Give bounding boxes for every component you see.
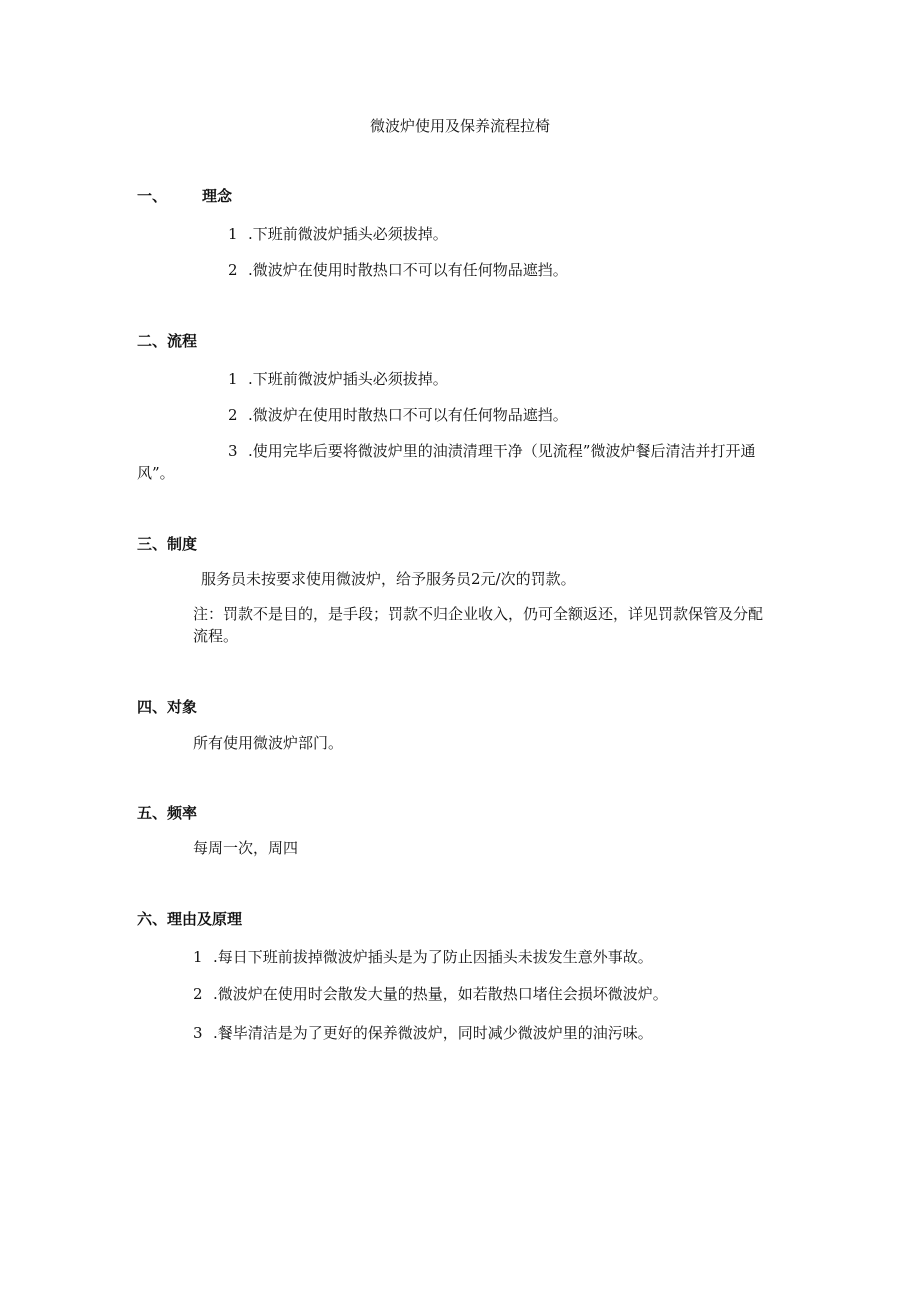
frequency-text: 每周一次，周四: [193, 839, 299, 857]
target-text: 所有使用微波炉部门。: [193, 734, 344, 752]
list-item: [228, 259, 568, 280]
policy-note-continuation: 流程。: [193, 627, 239, 645]
section-label: 制度: [167, 535, 198, 553]
item-number: 1: [193, 948, 203, 966]
section-heading-philosophy: [137, 185, 232, 206]
list-item: [193, 946, 653, 967]
item-number: 2: [228, 261, 238, 279]
document-title: 微波炉使用及保养流程拉椅: [369, 117, 550, 135]
item-text: .下班前微波炉插头必须拔掉。: [248, 370, 448, 388]
section-number: 四、: [137, 698, 168, 716]
section-heading-process: [137, 330, 197, 351]
item-text: .下班前微波炉插头必须拔掉。: [248, 225, 448, 243]
list-item: [193, 1022, 653, 1043]
list-item-continuation: 风”。: [137, 464, 175, 482]
item-number: 1: [228, 225, 238, 243]
item-number: 1: [228, 370, 238, 388]
policy-note: 注：罚款不是目的，是手段；罚款不归企业收入，仍可全额返还，详见罚款保管及分配: [193, 605, 764, 623]
list-item: [228, 440, 755, 461]
section-heading-target: [137, 696, 197, 717]
section-label: 频率: [167, 804, 198, 822]
item-number: 3: [228, 442, 238, 460]
list-item: [193, 983, 668, 1004]
section-label: 理念: [202, 187, 233, 205]
list-item: [228, 368, 448, 389]
section-heading-frequency: [137, 802, 197, 823]
section-number: 五、: [137, 804, 168, 822]
list-item: [228, 404, 568, 425]
section-label: 对象: [167, 698, 198, 716]
section-label: 流程: [167, 332, 198, 350]
section-label: 理由及原理: [167, 910, 243, 928]
section-number: 二、: [137, 332, 168, 350]
section-number: 一、: [137, 187, 168, 205]
item-text: .使用完毕后要将微波炉里的油渍清理干净（见流程”微波炉餐后清洁并打开通: [248, 442, 756, 460]
item-text: .微波炉在使用时散热口不可以有任何物品遮挡。: [248, 406, 568, 424]
section-number: 三、: [137, 535, 168, 553]
list-item: [228, 223, 448, 244]
item-text: .微波炉在使用时散热口不可以有任何物品遮挡。: [248, 261, 568, 279]
section-heading-rationale: [137, 908, 242, 929]
policy-text: 服务员未按要求使用微波炉，给予服务员2元/次的罚款。: [201, 570, 576, 588]
item-text: .每日下班前拔掉微波炉插头是为了防止因插头未拔发生意外事故。: [213, 948, 653, 966]
section-heading-policy: [137, 533, 197, 554]
item-text: .微波炉在使用时会散发大量的热量，如若散热口堵住会损坏微波炉。: [213, 985, 668, 1003]
section-number: 六、: [137, 910, 168, 928]
item-text: .餐毕清洁是为了更好的保养微波炉，同时减少微波炉里的油污味。: [213, 1024, 653, 1042]
item-number: 2: [193, 985, 203, 1003]
item-number: 2: [228, 406, 238, 424]
item-number: 3: [193, 1024, 203, 1042]
